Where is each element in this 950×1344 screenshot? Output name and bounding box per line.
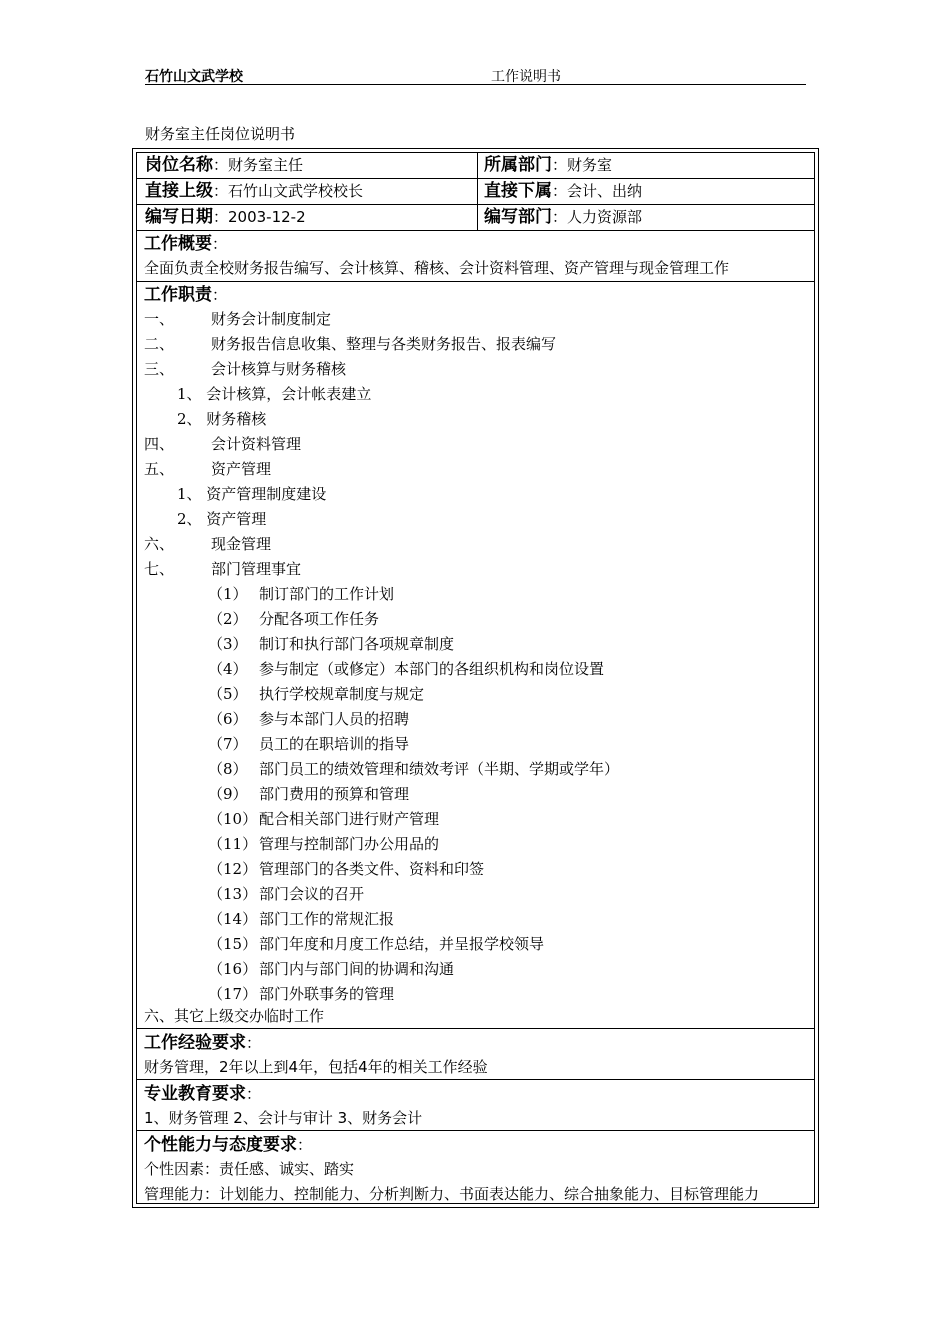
experience-heading: 工作经验要求： [144, 1033, 262, 1053]
dept-item-text: 分配各项工作任务 [259, 610, 380, 628]
position-field [145, 157, 303, 174]
department-value: ：财务室 [552, 156, 613, 174]
superior-label: 直接上级 [145, 181, 213, 201]
dept-item-text: 配合相关部门进行财产管理 [259, 810, 440, 828]
author-dept-value: ：人力资源部 [552, 208, 643, 226]
other-duty: 六、其它上级交办临时工作 [144, 1007, 325, 1025]
duty-item-text: 部门管理事宜 [211, 560, 302, 578]
ability-heading: 个性能力与态度要求： [144, 1135, 313, 1155]
dept-item-number: （16） [208, 960, 258, 978]
duty-sub-item: 2、 资产管理 [177, 510, 267, 528]
table-divider [136, 281, 815, 282]
duties-title: 工作职责 [144, 285, 212, 305]
page-header [145, 66, 806, 85]
dept-item-text: 部门年度和月度工作总结，并呈报学校领导 [259, 935, 545, 953]
duty-item: 二、 [144, 335, 175, 353]
dept-item-text: 管理与控制部门办公用品的 [259, 835, 440, 853]
subordinate-field [484, 183, 642, 200]
dept-item-number: （9） [208, 785, 248, 803]
duty-item-text: 财务报告信息收集、整理与各类财务报告、报表编写 [211, 335, 557, 353]
personality-text: 个性因素：责任感、诚实、踏实 [144, 1160, 355, 1178]
duties-heading: 工作职责： [144, 285, 228, 305]
dept-item-text: 部门会议的召开 [259, 885, 365, 903]
date-value: ：2003-12-2 [213, 208, 306, 226]
duty-item: 四、 [144, 435, 175, 453]
duty-item: 一、 [144, 310, 175, 328]
dept-item-number: （2） [208, 610, 248, 628]
department-field [484, 157, 612, 174]
duty-item: 七、 [144, 560, 175, 578]
ability-title: 个性能力与态度要求 [144, 1135, 297, 1155]
dept-item-number: （6） [208, 710, 248, 728]
department-label: 所属部门 [484, 155, 552, 175]
summary-text: 全面负责全校财务报告编写、会计核算、稽核、会计资料管理、资产管理与现金管理工作 [144, 259, 730, 277]
dept-item-number: （13） [208, 885, 258, 903]
dept-item-text: 员工的在职培训的指导 [259, 735, 410, 753]
duty-item-text: 财务会计制度制定 [211, 310, 332, 328]
position-label: 岗位名称 [145, 155, 213, 175]
dept-item-text: 部门外联事务的管理 [259, 985, 395, 1003]
duty-item: 六、 [144, 535, 175, 553]
author-dept-label: 编写部门 [484, 207, 552, 227]
duty-sub-item: 1、 资产管理制度建设 [177, 485, 327, 503]
dept-item-text: 管理部门的各类文件、资料和印签 [259, 860, 485, 878]
duty-item: 五、 [144, 460, 175, 478]
dept-item-number: （1） [208, 585, 248, 603]
subordinate-label: 直接下属 [484, 181, 552, 201]
date-label: 编写日期 [145, 207, 213, 227]
table-divider [136, 204, 815, 205]
dept-item-text: 部门员工的绩效管理和绩效考评（半期、学期或学年） [259, 760, 620, 778]
duty-item: 三、 [144, 360, 175, 378]
duty-item-text: 资产管理 [211, 460, 272, 478]
dept-item-number: （10） [208, 810, 258, 828]
dept-item-number: （17） [208, 985, 258, 1003]
dept-item-number: （11） [208, 835, 258, 853]
table-divider [136, 1079, 815, 1080]
document-title: 财务室主任岗位说明书 [145, 125, 296, 143]
dept-item-number: （4） [208, 660, 248, 678]
dept-item-text: 制订和执行部门各项规章制度 [259, 635, 455, 653]
subordinate-value: ：会计、出纳 [552, 182, 643, 200]
school-name: 石竹山文武学校 [145, 69, 243, 85]
position-value: ：财务室主任 [213, 156, 304, 174]
education-heading: 专业教育要求： [144, 1084, 262, 1104]
document-type: 工作说明书 [491, 69, 561, 85]
table-divider [136, 230, 815, 231]
experience-text: 财务管理，2年以上到4年，包括4年的相关工作经验 [144, 1058, 488, 1076]
date-field [145, 209, 306, 226]
management-ability-text: 管理能力：计划能力、控制能力、分析判断力、书面表达能力、综合抽象能力、目标管理能力 [144, 1185, 760, 1203]
dept-item-number: （15） [208, 935, 258, 953]
dept-item-text: 参与本部门人员的招聘 [259, 710, 410, 728]
education-text: 1、财务管理 2、会计与审计 3、财务会计 [144, 1109, 423, 1127]
experience-title: 工作经验要求 [144, 1033, 246, 1053]
education-title: 专业教育要求 [144, 1084, 246, 1104]
table-divider [136, 1028, 815, 1029]
duty-item-text: 会计资料管理 [211, 435, 302, 453]
table-column-divider [477, 152, 478, 230]
duty-sub-item: 1、 会计核算，会计帐表建立 [177, 385, 372, 403]
table-divider [136, 1130, 815, 1131]
dept-item-number: （12） [208, 860, 258, 878]
dept-item-text: 部门费用的预算和管理 [259, 785, 410, 803]
summary-title: 工作概要 [144, 234, 212, 254]
duty-sub-item: 2、 财务稽核 [177, 410, 267, 428]
dept-item-text: 参与制定（或修定）本部门的各组织机构和岗位设置 [259, 660, 605, 678]
dept-item-number: （14） [208, 910, 258, 928]
dept-item-text: 执行学校规章制度与规定 [259, 685, 425, 703]
summary-heading: 工作概要： [144, 234, 228, 254]
table-divider [136, 178, 815, 179]
dept-item-number: （5） [208, 685, 248, 703]
dept-item-text: 部门工作的常规汇报 [259, 910, 395, 928]
duty-item-text: 会计核算与财务稽核 [211, 360, 347, 378]
dept-item-text: 部门内与部门间的协调和沟通 [259, 960, 455, 978]
author-dept-field [484, 209, 642, 226]
dept-item-text: 制订部门的工作计划 [259, 585, 395, 603]
dept-item-number: （7） [208, 735, 248, 753]
superior-field [145, 183, 363, 200]
superior-value: ：石竹山文武学校校长 [213, 182, 364, 200]
dept-item-number: （8） [208, 760, 248, 778]
dept-item-number: （3） [208, 635, 248, 653]
duty-item-text: 现金管理 [211, 535, 272, 553]
